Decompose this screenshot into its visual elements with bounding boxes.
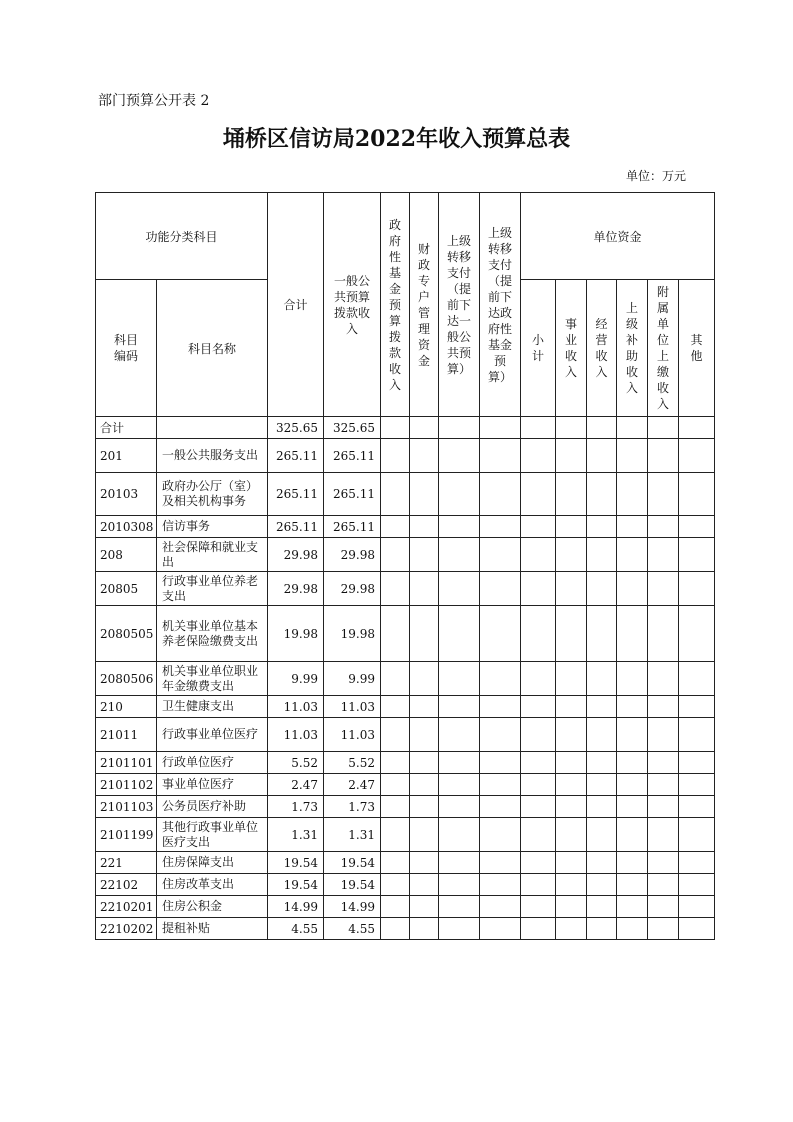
- row-empty-cell: [587, 696, 617, 718]
- row-empty-cell: [480, 874, 521, 896]
- row-empty-cell: [617, 718, 648, 752]
- table-row: [96, 572, 715, 606]
- row-empty-cell: [381, 606, 410, 662]
- table-row: [96, 696, 715, 718]
- row-general: 2.47: [324, 774, 381, 796]
- row-empty-cell: [439, 896, 480, 918]
- row-empty-cell: [587, 439, 617, 473]
- row-empty-cell: [439, 662, 480, 696]
- row-empty-cell: [480, 538, 521, 572]
- table-number-label: 部门预算公开表 2: [98, 93, 210, 109]
- row-empty-cell: [410, 752, 439, 774]
- row-empty-cell: [617, 696, 648, 718]
- page-title: 埇桥区信访局2022年收入预算总表: [222, 126, 571, 152]
- row-empty-cell: [617, 516, 648, 538]
- row-empty-cell: [679, 417, 715, 439]
- table-row: [96, 896, 715, 918]
- row-empty-cell: [648, 874, 679, 896]
- row-code: 20805: [96, 572, 157, 606]
- row-empty-cell: [521, 818, 556, 852]
- unit-label: 单位：万元: [625, 169, 686, 183]
- row-empty-cell: [410, 439, 439, 473]
- row-empty-cell: [480, 818, 521, 852]
- row-code: 2080505: [96, 606, 157, 662]
- table-row: [96, 818, 715, 852]
- header-upper-fund: 上级转移支付（提前下达政府性基金预算）: [480, 193, 521, 417]
- table-row: [96, 606, 715, 662]
- row-empty-cell: [480, 439, 521, 473]
- row-code: 2101101: [96, 752, 157, 774]
- row-empty-cell: [381, 796, 410, 818]
- row-empty-cell: [556, 796, 587, 818]
- row-empty-cell: [556, 516, 587, 538]
- row-empty-cell: [648, 818, 679, 852]
- row-code: 22102: [96, 874, 157, 896]
- row-empty-cell: [521, 417, 556, 439]
- row-name: 其他行政事业单位医疗支出: [157, 818, 268, 852]
- row-empty-cell: [648, 752, 679, 774]
- row-total: 9.99: [268, 662, 324, 696]
- row-name: 行政事业单位医疗: [157, 718, 268, 752]
- row-empty-cell: [679, 774, 715, 796]
- row-general: 19.54: [324, 874, 381, 896]
- table-row: [96, 796, 715, 818]
- row-empty-cell: [521, 852, 556, 874]
- row-empty-cell: [648, 538, 679, 572]
- row-empty-cell: [617, 439, 648, 473]
- row-empty-cell: [410, 718, 439, 752]
- row-empty-cell: [410, 662, 439, 696]
- row-empty-cell: [381, 538, 410, 572]
- header-operating: 经营收入: [587, 280, 617, 417]
- row-empty-cell: [521, 752, 556, 774]
- row-code: 21011: [96, 718, 157, 752]
- row-name: 住房改革支出: [157, 874, 268, 896]
- row-empty-cell: [648, 918, 679, 940]
- row-empty-cell: [381, 752, 410, 774]
- row-empty-cell: [617, 662, 648, 696]
- row-empty-cell: [556, 696, 587, 718]
- row-code: 2210201: [96, 896, 157, 918]
- row-general: 325.65: [324, 417, 381, 439]
- row-code: 2101199: [96, 818, 157, 852]
- row-total: 1.73: [268, 796, 324, 818]
- row-empty-cell: [587, 774, 617, 796]
- table-row: [96, 439, 715, 473]
- row-empty-cell: [556, 918, 587, 940]
- row-total: 19.98: [268, 606, 324, 662]
- row-general: 4.55: [324, 918, 381, 940]
- row-empty-cell: [587, 572, 617, 606]
- row-empty-cell: [648, 572, 679, 606]
- row-empty-cell: [410, 516, 439, 538]
- row-total: 265.11: [268, 516, 324, 538]
- row-empty-cell: [521, 516, 556, 538]
- row-total: 11.03: [268, 718, 324, 752]
- row-empty-cell: [381, 662, 410, 696]
- row-general: 265.11: [324, 473, 381, 516]
- row-total: 29.98: [268, 572, 324, 606]
- header-affiliated: 附属单位上缴收入: [648, 280, 679, 417]
- row-empty-cell: [679, 752, 715, 774]
- row-empty-cell: [587, 718, 617, 752]
- row-empty-cell: [480, 572, 521, 606]
- row-empty-cell: [410, 572, 439, 606]
- row-empty-cell: [410, 696, 439, 718]
- row-code: 2080506: [96, 662, 157, 696]
- header-gov-fund: 政府性基金预算拨款收入: [381, 193, 410, 417]
- row-empty-cell: [617, 918, 648, 940]
- row-empty-cell: [410, 606, 439, 662]
- row-empty-cell: [679, 473, 715, 516]
- row-empty-cell: [381, 696, 410, 718]
- row-name: 提租补贴: [157, 918, 268, 940]
- row-empty-cell: [480, 896, 521, 918]
- row-empty-cell: [521, 796, 556, 818]
- row-empty-cell: [648, 852, 679, 874]
- row-total: 2.47: [268, 774, 324, 796]
- row-empty-cell: [439, 516, 480, 538]
- row-empty-cell: [679, 796, 715, 818]
- row-empty-cell: [381, 918, 410, 940]
- row-empty-cell: [439, 696, 480, 718]
- row-empty-cell: [679, 896, 715, 918]
- row-empty-cell: [556, 572, 587, 606]
- row-empty-cell: [439, 796, 480, 818]
- row-empty-cell: [648, 473, 679, 516]
- row-total: 265.11: [268, 473, 324, 516]
- row-general: 19.98: [324, 606, 381, 662]
- row-empty-cell: [648, 606, 679, 662]
- row-empty-cell: [679, 572, 715, 606]
- row-empty-cell: [556, 473, 587, 516]
- row-general: 14.99: [324, 896, 381, 918]
- row-empty-cell: [381, 896, 410, 918]
- row-empty-cell: [587, 818, 617, 852]
- row-empty-cell: [648, 516, 679, 538]
- row-code: 208: [96, 538, 157, 572]
- row-empty-cell: [439, 439, 480, 473]
- row-empty-cell: [587, 516, 617, 538]
- row-empty-cell: [617, 818, 648, 852]
- row-empty-cell: [587, 918, 617, 940]
- row-empty-cell: [381, 473, 410, 516]
- row-empty-cell: [648, 774, 679, 796]
- header-subtotal: 小计: [521, 280, 556, 417]
- row-empty-cell: [556, 606, 587, 662]
- row-empty-cell: [439, 417, 480, 439]
- row-empty-cell: [679, 538, 715, 572]
- table-row: [96, 718, 715, 752]
- row-empty-cell: [679, 662, 715, 696]
- row-general: 5.52: [324, 752, 381, 774]
- row-empty-cell: [648, 696, 679, 718]
- row-empty-cell: [587, 874, 617, 896]
- row-general: 265.11: [324, 516, 381, 538]
- row-empty-cell: [410, 796, 439, 818]
- row-empty-cell: [439, 774, 480, 796]
- row-empty-cell: [521, 696, 556, 718]
- row-general: 19.54: [324, 852, 381, 874]
- row-empty-cell: [410, 896, 439, 918]
- row-empty-cell: [410, 852, 439, 874]
- row-empty-cell: [679, 606, 715, 662]
- row-empty-cell: [521, 473, 556, 516]
- header-general: 一般公共预算拨款收入: [324, 193, 381, 417]
- header-special: 财政专户管理资金: [410, 193, 439, 417]
- row-code: 20103: [96, 473, 157, 516]
- row-code: 2101102: [96, 774, 157, 796]
- row-empty-cell: [556, 852, 587, 874]
- table-row: [96, 516, 715, 538]
- row-total: 19.54: [268, 852, 324, 874]
- row-empty-cell: [480, 417, 521, 439]
- row-empty-cell: [679, 918, 715, 940]
- row-general: 1.31: [324, 818, 381, 852]
- row-total: 325.65: [268, 417, 324, 439]
- table-row: [96, 662, 715, 696]
- row-empty-cell: [410, 918, 439, 940]
- row-code: 2210202: [96, 918, 157, 940]
- row-empty-cell: [679, 516, 715, 538]
- row-code: 210: [96, 696, 157, 718]
- row-total: 4.55: [268, 918, 324, 940]
- row-empty-cell: [381, 439, 410, 473]
- row-empty-cell: [410, 417, 439, 439]
- row-code: 2010308: [96, 516, 157, 538]
- row-empty-cell: [679, 696, 715, 718]
- row-empty-cell: [410, 818, 439, 852]
- row-empty-cell: [679, 718, 715, 752]
- row-total: 29.98: [268, 538, 324, 572]
- header-name: 科目名称: [157, 280, 268, 417]
- row-empty-cell: [648, 439, 679, 473]
- table-row: [96, 918, 715, 940]
- row-empty-cell: [587, 538, 617, 572]
- row-empty-cell: [556, 417, 587, 439]
- header-upper-subsidy: 上级补助收入: [617, 280, 648, 417]
- row-empty-cell: [480, 516, 521, 538]
- row-name: 住房保障支出: [157, 852, 268, 874]
- row-empty-cell: [617, 417, 648, 439]
- row-empty-cell: [617, 572, 648, 606]
- row-empty-cell: [648, 796, 679, 818]
- row-total: 1.31: [268, 818, 324, 852]
- row-empty-cell: [439, 572, 480, 606]
- header-func: 功能分类科目: [96, 193, 268, 280]
- row-empty-cell: [617, 606, 648, 662]
- row-empty-cell: [587, 852, 617, 874]
- row-code: 201: [96, 439, 157, 473]
- row-empty-cell: [521, 718, 556, 752]
- row-empty-cell: [648, 718, 679, 752]
- table-row: [96, 473, 715, 516]
- row-empty-cell: [556, 896, 587, 918]
- row-empty-cell: [439, 852, 480, 874]
- row-general: 9.99: [324, 662, 381, 696]
- row-name: [157, 417, 268, 439]
- row-empty-cell: [556, 774, 587, 796]
- row-empty-cell: [439, 718, 480, 752]
- row-empty-cell: [410, 473, 439, 516]
- row-empty-cell: [521, 538, 556, 572]
- row-empty-cell: [480, 796, 521, 818]
- row-name: 公务员医疗补助: [157, 796, 268, 818]
- row-name: 机关事业单位基本养老保险缴费支出: [157, 606, 268, 662]
- row-empty-cell: [381, 852, 410, 874]
- row-empty-cell: [480, 473, 521, 516]
- row-empty-cell: [587, 896, 617, 918]
- row-empty-cell: [521, 606, 556, 662]
- row-name: 卫生健康支出: [157, 696, 268, 718]
- row-total: 265.11: [268, 439, 324, 473]
- row-name: 行政事业单位养老支出: [157, 572, 268, 606]
- row-empty-cell: [587, 796, 617, 818]
- row-empty-cell: [439, 874, 480, 896]
- row-empty-cell: [521, 874, 556, 896]
- row-name: 社会保障和就业支出: [157, 538, 268, 572]
- row-empty-cell: [556, 662, 587, 696]
- header-business: 事业收入: [556, 280, 587, 417]
- header-other: 其他: [679, 280, 715, 417]
- row-empty-cell: [480, 696, 521, 718]
- row-general: 29.98: [324, 538, 381, 572]
- table-row: [96, 774, 715, 796]
- header-code: 科目编码: [96, 280, 157, 417]
- row-name: 信访事务: [157, 516, 268, 538]
- row-empty-cell: [439, 752, 480, 774]
- row-empty-cell: [439, 606, 480, 662]
- table-row: [96, 538, 715, 572]
- table-row: [96, 417, 715, 439]
- row-empty-cell: [480, 606, 521, 662]
- row-name: 事业单位医疗: [157, 774, 268, 796]
- row-empty-cell: [679, 439, 715, 473]
- row-code: 2101103: [96, 796, 157, 818]
- row-name: 机关事业单位职业年金缴费支出: [157, 662, 268, 696]
- row-empty-cell: [439, 918, 480, 940]
- row-empty-cell: [410, 874, 439, 896]
- row-empty-cell: [410, 538, 439, 572]
- row-empty-cell: [480, 662, 521, 696]
- row-empty-cell: [381, 718, 410, 752]
- row-empty-cell: [556, 874, 587, 896]
- row-empty-cell: [521, 439, 556, 473]
- row-empty-cell: [556, 538, 587, 572]
- row-total: 5.52: [268, 752, 324, 774]
- row-name: 一般公共服务支出: [157, 439, 268, 473]
- row-empty-cell: [617, 896, 648, 918]
- row-empty-cell: [381, 516, 410, 538]
- row-empty-cell: [381, 818, 410, 852]
- row-general: 11.03: [324, 718, 381, 752]
- row-name: 住房公积金: [157, 896, 268, 918]
- row-general: 11.03: [324, 696, 381, 718]
- row-empty-cell: [648, 662, 679, 696]
- budget-table: [95, 192, 715, 940]
- row-empty-cell: [617, 774, 648, 796]
- row-empty-cell: [480, 918, 521, 940]
- row-empty-cell: [439, 538, 480, 572]
- row-general: 1.73: [324, 796, 381, 818]
- row-empty-cell: [480, 752, 521, 774]
- row-empty-cell: [556, 752, 587, 774]
- row-empty-cell: [617, 852, 648, 874]
- row-total: 11.03: [268, 696, 324, 718]
- row-empty-cell: [556, 439, 587, 473]
- row-code: 合计: [96, 417, 157, 439]
- row-empty-cell: [617, 538, 648, 572]
- row-empty-cell: [617, 752, 648, 774]
- row-total: 14.99: [268, 896, 324, 918]
- row-empty-cell: [480, 774, 521, 796]
- row-empty-cell: [521, 918, 556, 940]
- row-empty-cell: [480, 718, 521, 752]
- row-empty-cell: [381, 572, 410, 606]
- row-empty-cell: [587, 473, 617, 516]
- row-empty-cell: [521, 774, 556, 796]
- row-empty-cell: [480, 852, 521, 874]
- row-empty-cell: [521, 662, 556, 696]
- header-total: 合计: [268, 193, 324, 417]
- row-empty-cell: [679, 852, 715, 874]
- table-row: [96, 852, 715, 874]
- row-empty-cell: [410, 774, 439, 796]
- row-empty-cell: [587, 417, 617, 439]
- row-empty-cell: [587, 606, 617, 662]
- row-empty-cell: [556, 718, 587, 752]
- row-empty-cell: [381, 417, 410, 439]
- row-name: 政府办公厅（室）及相关机构事务: [157, 473, 268, 516]
- row-empty-cell: [679, 874, 715, 896]
- row-empty-cell: [521, 572, 556, 606]
- row-empty-cell: [617, 874, 648, 896]
- row-empty-cell: [381, 774, 410, 796]
- row-empty-cell: [648, 417, 679, 439]
- row-empty-cell: [617, 473, 648, 516]
- row-empty-cell: [439, 818, 480, 852]
- row-empty-cell: [617, 796, 648, 818]
- header-unit-funds: 单位资金: [521, 193, 715, 280]
- table-row: [96, 752, 715, 774]
- row-empty-cell: [439, 473, 480, 516]
- row-name: 行政单位医疗: [157, 752, 268, 774]
- row-code: 221: [96, 852, 157, 874]
- row-empty-cell: [587, 752, 617, 774]
- table-row: [96, 874, 715, 896]
- header-upper-general: 上级转移支付（提前下达一般公共预算）: [439, 193, 480, 417]
- row-empty-cell: [679, 818, 715, 852]
- row-empty-cell: [587, 662, 617, 696]
- row-empty-cell: [381, 874, 410, 896]
- row-general: 265.11: [324, 439, 381, 473]
- row-general: 29.98: [324, 572, 381, 606]
- row-total: 19.54: [268, 874, 324, 896]
- row-empty-cell: [648, 896, 679, 918]
- row-empty-cell: [556, 818, 587, 852]
- row-empty-cell: [521, 896, 556, 918]
